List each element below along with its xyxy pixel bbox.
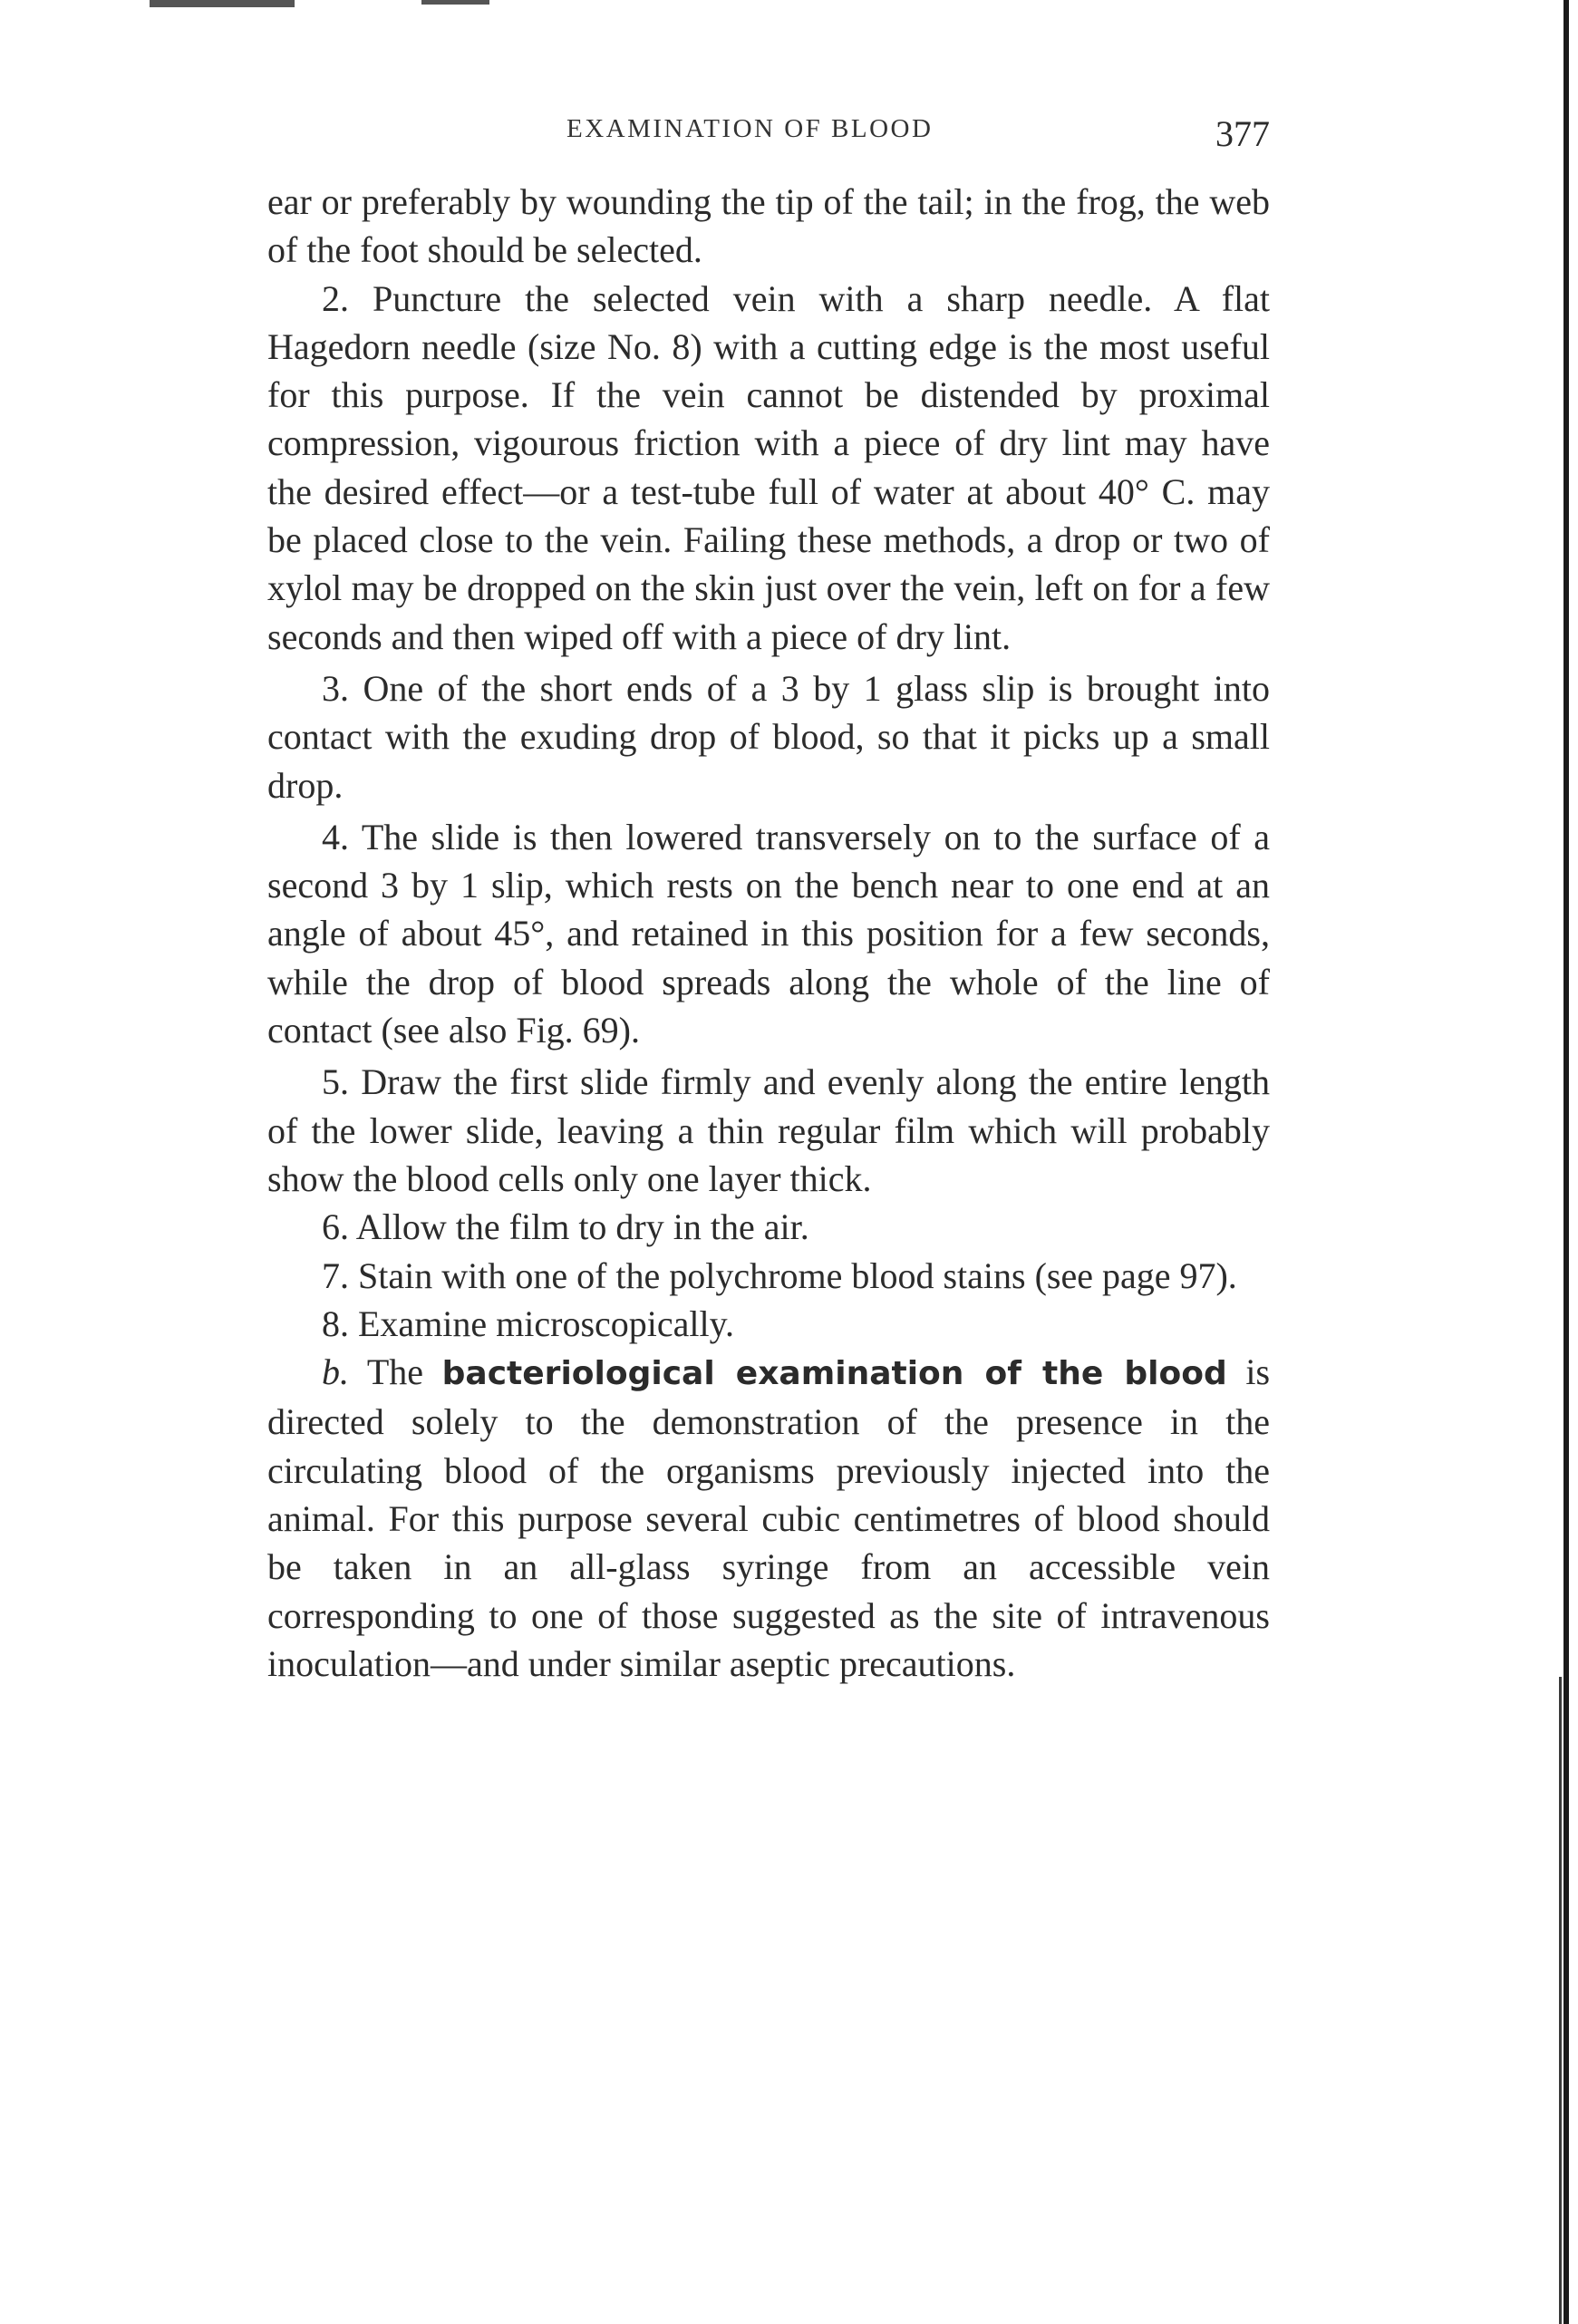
scan-artifact [150, 0, 295, 7]
paragraph: 6. Allow the film to dry in the air. [322, 1206, 809, 1248]
paragraph [267, 1348, 1270, 1688]
paragraph: 2. Puncture the selected vein with a sharp needle. A flat Hagedorn needle (size No. 8) with a cutting edge is the most useful for this purpose. If the vein cannot be distended by proximal compression, vigourous friction with a piece of dry lint may have the desired effect—or a test-tube full of water at about 40° C. may be placed close to the vein. Failing these methods, a drop or two of xylol may be dropped on the skin just over the vein, left on for a few seconds and then wiped off with a piece of dry lint. [267, 277, 1270, 657]
page-binding-line [1559, 1677, 1562, 2324]
paragraph: 3. One of the short ends of a 3 by 1 glass slip is brought into contact with the exuding drop of blood, so that it picks up a small drop. [267, 667, 1270, 806]
bold-term: bacteriological examination of the blood [441, 1355, 1227, 1393]
page-binding-line [1563, 0, 1569, 2324]
paragraph: 7. Stain with one of the polychrome blood stains (see page 97). [322, 1254, 1237, 1296]
paragraph-lead: The [366, 1351, 424, 1393]
body-text [267, 178, 1270, 1688]
list-letter: b. [322, 1351, 349, 1393]
paragraph: ear or preferably by wounding the tip of the tail; in the frog, the web of the foot should be selected. [267, 181, 1270, 271]
page-number: 377 [1215, 113, 1270, 154]
paragraph: 8. Examine microscopically. [322, 1302, 735, 1344]
paragraph-rest: is directed solely to the demonstration of the presence in the circulating blood of the organisms previously injected into the animal. For this purpose several cubic centimetres of blood should be taken in an all-glass syringe from an accessible vein corresponding to one of those suggested as the site of intravenous inoculation—and under similar aseptic precautions. [267, 1351, 1271, 1684]
paragraph: 4. The slide is then lowered transversely on to the surface of a second 3 by 1 slip, which rests on the bench near to one end at an angle of about 45°, and retained in this position for a few seconds, while the drop of blood spreads along the whole of the line of contact (see also Fig. 69). [267, 816, 1270, 1051]
running-title: EXAMINATION OF BLOOD [566, 114, 934, 143]
running-head [267, 114, 1270, 160]
scan-artifact [421, 0, 489, 5]
paragraph: 5. Draw the first slide firmly and evenly along the entire length of the lower slide, leaving a thin regular film which will probably show the blood cells only one layer thick. [267, 1061, 1270, 1199]
